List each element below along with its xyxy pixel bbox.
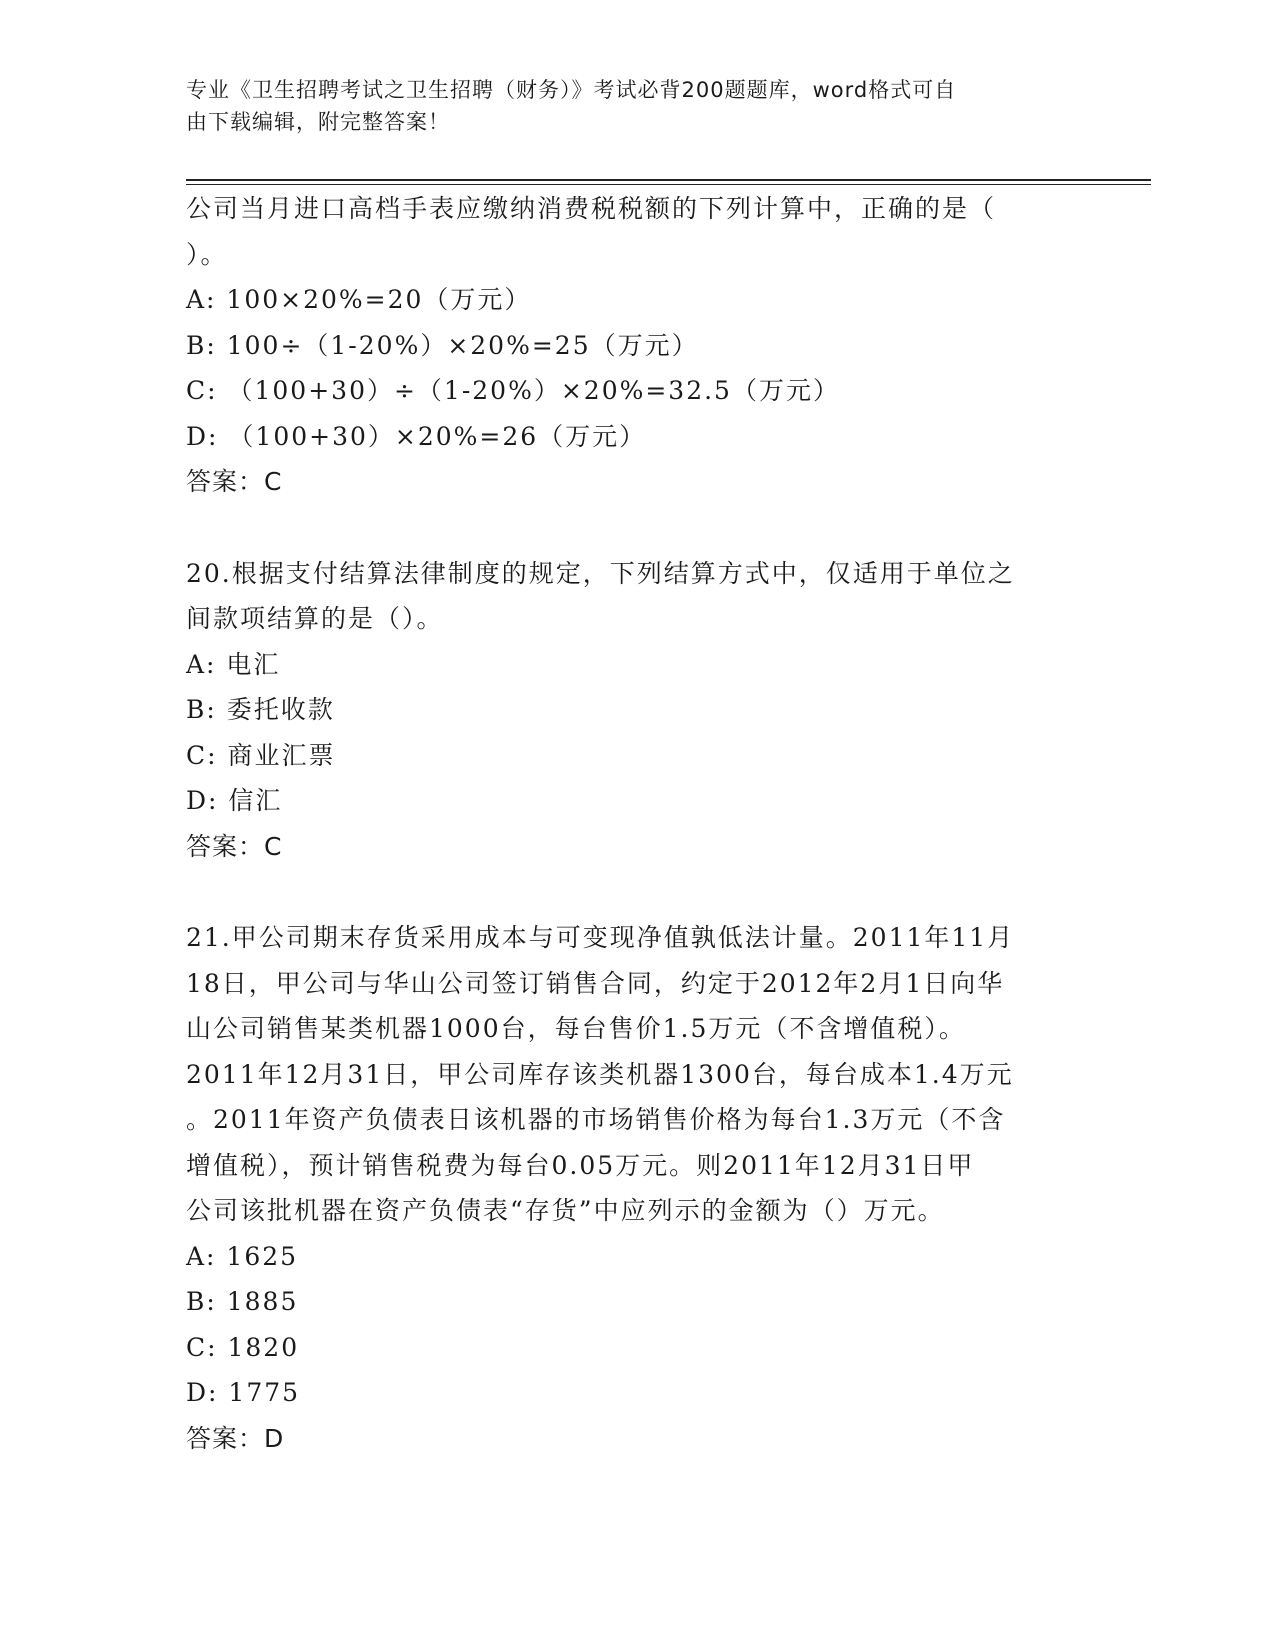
header-divider-thick	[186, 179, 1151, 181]
question-stem-line: 公司该批机器在资产负债表“存货”中应列示的金额为（）万元。	[186, 1196, 945, 1225]
question-stem-line: 。2011年资产负债表日该机器的市场销售价格为每台1.3万元（不含	[186, 1105, 1006, 1134]
header-line-2: 由下载编辑，附完整答案！	[186, 110, 450, 134]
option-b: B: 1885	[186, 1287, 299, 1316]
question-stem-line: 18日，甲公司与华山公司签订销售合同，约定于2012年2月1日向华	[186, 968, 1005, 998]
option-c: C: 1820	[186, 1332, 300, 1362]
option-d: D: 信汇	[186, 786, 283, 815]
spacer	[186, 869, 1086, 915]
question-stem-line: ）。	[186, 239, 228, 269]
question-stem-line: 增值税），预计销售税费为每台0.05万元。则2011年12月31日甲	[186, 1150, 975, 1180]
question-stem-line: 山公司销售某类机器1000台，每台售价1.5万元（不含增值税）。	[186, 1014, 966, 1043]
option-b: B: 100÷（1-20%）×20%=25（万元）	[186, 330, 699, 360]
question-stem-line: 间款项结算的是（）。	[186, 604, 444, 633]
question-19	[186, 186, 1086, 505]
option-d: D: 1775	[186, 1378, 301, 1407]
option-a: A: 100×20%=20（万元）	[186, 285, 532, 314]
question-21	[186, 915, 1086, 1461]
option-d: D: （100+30）×20%=26（万元）	[186, 421, 647, 451]
question-stem-line: 2011年12月31日，甲公司库存该类机器1300台，每台成本1.4万元	[186, 1059, 1014, 1089]
answer-line: 答案：C	[186, 831, 283, 861]
option-a: A: 电汇	[186, 649, 281, 679]
header-line-1: 专业《卫生招聘考试之卫生招聘（财务）》考试必背200题题库，word格式可自	[186, 78, 957, 102]
answer-line: 答案：C	[186, 467, 283, 496]
option-a: A: 1625	[186, 1241, 299, 1271]
option-b: B: 委托收款	[186, 695, 335, 724]
question-stem-line: 公司当月进口高档手表应缴纳消费税税额的下列计算中，正确的是（	[186, 194, 997, 223]
question-list	[186, 186, 1086, 1461]
spacer	[186, 505, 1086, 551]
document-header	[186, 74, 1066, 138]
question-20	[186, 551, 1086, 870]
question-stem-line: 20.根据支付结算法律制度的规定，下列结算方式中，仅适用于单位之	[186, 558, 1015, 588]
option-c: C: 商业汇票	[186, 740, 336, 770]
header-divider-thin	[186, 184, 1151, 185]
question-stem-line: 21.甲公司期末存货采用成本与可变现净值孰低法计量。2011年11月	[186, 923, 1015, 952]
answer-line: 答案：D	[186, 1423, 285, 1453]
option-c: C: （100+30）÷（1-20%）×20%=32.5（万元）	[186, 376, 840, 405]
